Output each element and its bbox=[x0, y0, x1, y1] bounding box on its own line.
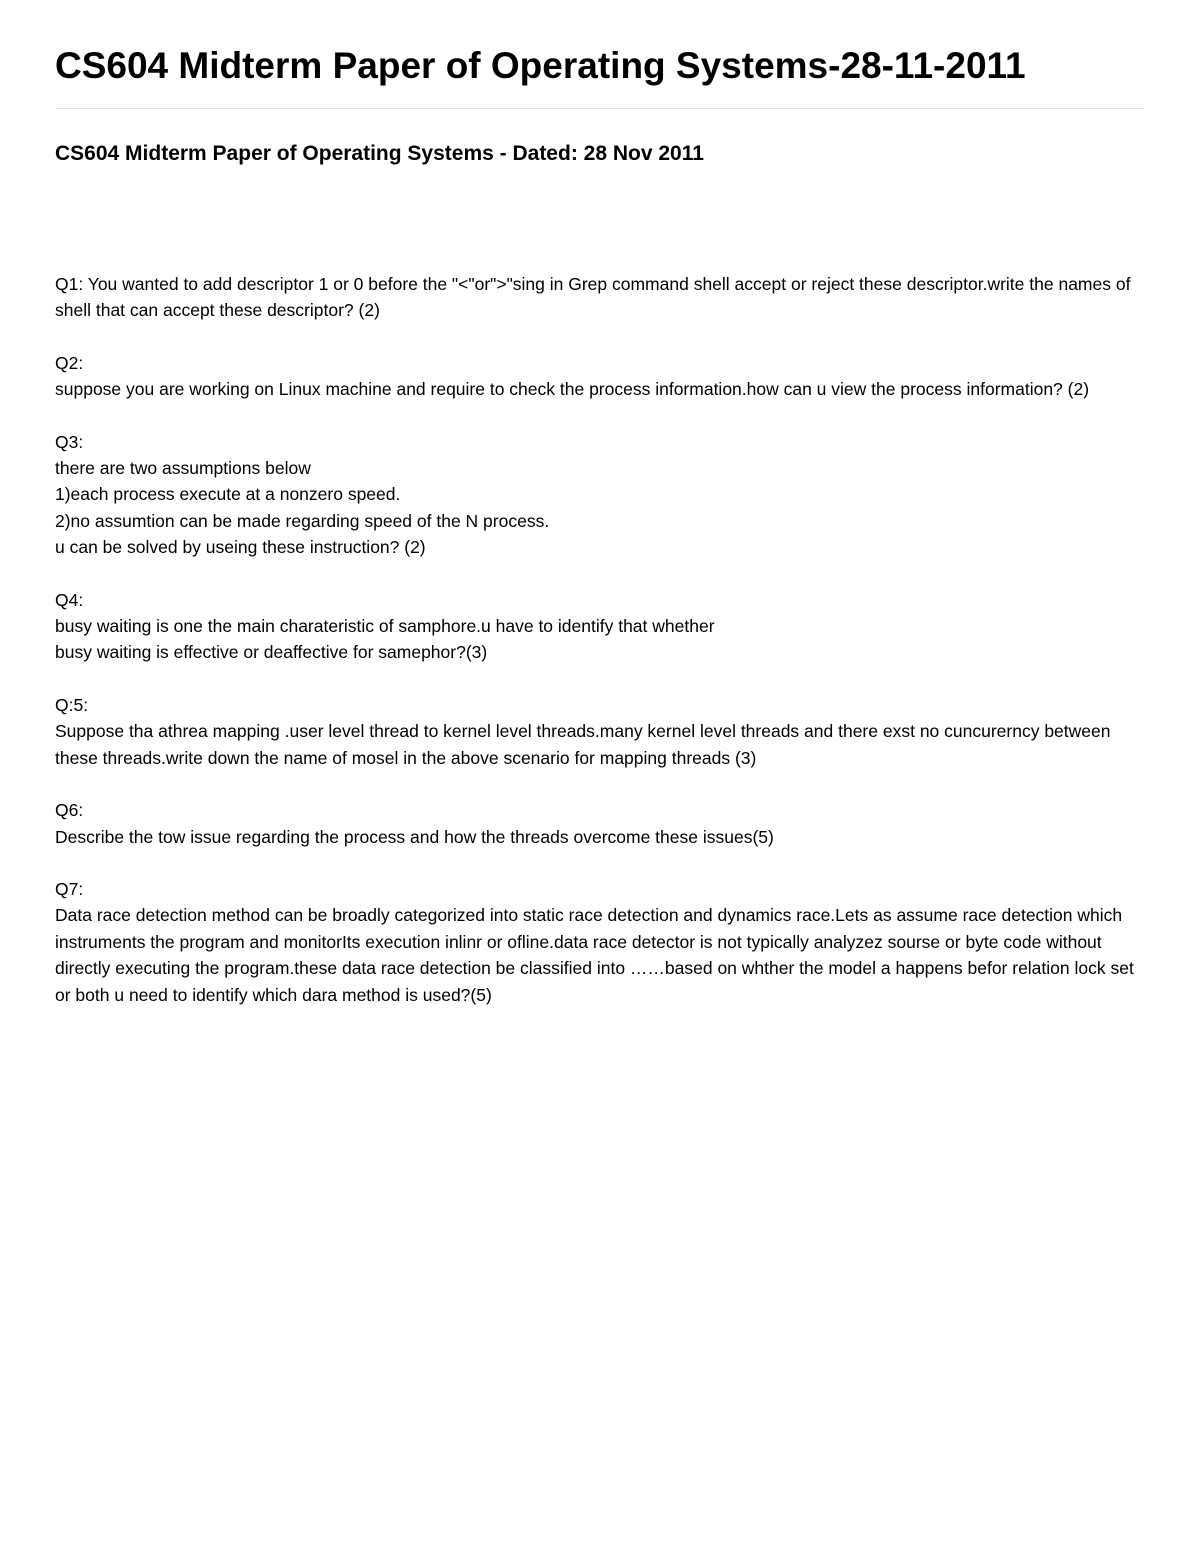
page-title: CS604 Midterm Paper of Operating Systems-28-11-2011 bbox=[55, 45, 1026, 86]
question-1-text: Q1: You wanted to add descriptor 1 or 0 before the "<"or">"sing in Grep command shell accept or reject these descriptor.write the names of shell that can accept these descriptor? (2) bbox=[55, 274, 1131, 321]
question-3-line: 2)no assumtion can be made regarding speed of the N process. bbox=[55, 510, 550, 531]
question-2-text: suppose you are working on Linux machine and require to check the process information.how can u view the process information? (2) bbox=[55, 379, 1090, 400]
question-4-line: busy waiting is one the main charateristic of samphore.u have to identify that whether bbox=[55, 616, 715, 637]
question-5-label: Q:5: bbox=[55, 694, 89, 715]
question-3-line: 1)each process execute at a nonzero speed. bbox=[55, 484, 401, 505]
question-7-text: Data race detection method can be broadly categorized into static race detection and dynamics race.Lets as assume race detection which instruments the program and monitorIts execution inlinr or ofline.data race detector is not typically analyzez sourse or byte code without directly executing the program.these data race detection be classified into ……based on whther the model a happens befor relation lock set or both u need to identify which dara method is used?(5) bbox=[55, 905, 1134, 1005]
question-5 bbox=[55, 692, 1145, 771]
question-6-text: Describe the tow issue regarding the process and how the threads overcome these issues(5) bbox=[55, 826, 774, 847]
page-subtitle: CS604 Midterm Paper of Operating Systems - Dated: 28 Nov 2011 bbox=[55, 142, 704, 165]
question-4 bbox=[55, 587, 1145, 666]
title-divider bbox=[55, 108, 1145, 109]
question-7-label: Q7: bbox=[55, 878, 84, 899]
question-3-line: u can be solved by useing these instruction? (2) bbox=[55, 537, 426, 558]
question-4-line: busy waiting is effective or deaffective for samephor?(3) bbox=[55, 642, 488, 663]
question-2 bbox=[55, 350, 1145, 403]
question-3 bbox=[55, 429, 1145, 561]
question-2-label: Q2: bbox=[55, 352, 84, 373]
question-7 bbox=[55, 876, 1145, 1008]
question-6-label: Q6: bbox=[55, 800, 84, 821]
document-page bbox=[55, 0, 1145, 1034]
question-list bbox=[55, 271, 1145, 1008]
question-4-label: Q4: bbox=[55, 589, 84, 610]
question-1 bbox=[55, 271, 1145, 324]
question-3-label: Q3: bbox=[55, 431, 84, 452]
question-6 bbox=[55, 797, 1145, 850]
question-3-line: there are two assumptions below bbox=[55, 458, 311, 479]
question-5-text: Suppose tha athrea mapping .user level thread to kernel level threads.many kernel level threads and there exst no cuncurerncy between these threads.write down the name of mosel in the above scenario for mapping threads (3) bbox=[55, 721, 1111, 768]
